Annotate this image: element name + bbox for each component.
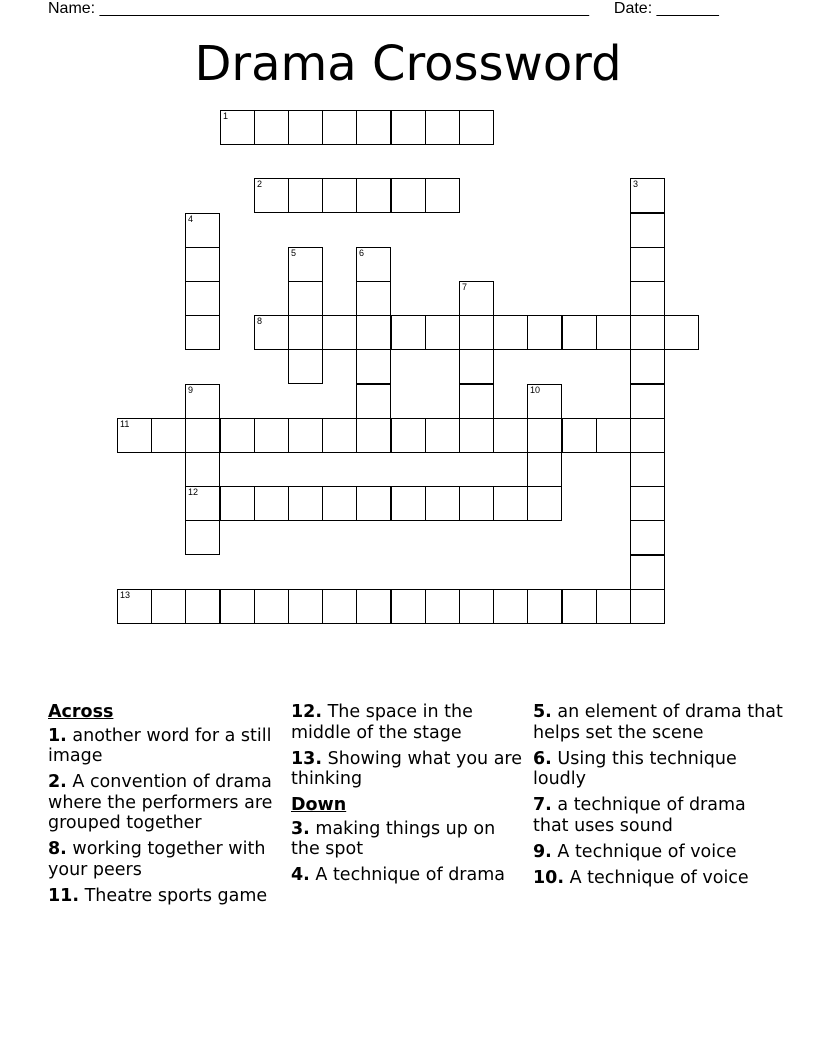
crossword-cell[interactable] bbox=[288, 589, 323, 624]
crossword-cell[interactable] bbox=[185, 315, 220, 350]
clue-text: an element of drama that helps set the scene bbox=[533, 702, 783, 743]
clue-number: 10. bbox=[533, 867, 565, 888]
crossword-cell[interactable] bbox=[356, 589, 391, 624]
crossword-cell[interactable] bbox=[220, 110, 255, 145]
crossword-cell[interactable] bbox=[356, 315, 391, 350]
crossword-cell[interactable] bbox=[356, 384, 391, 419]
crossword-cell[interactable] bbox=[288, 110, 323, 145]
crossword-cell[interactable] bbox=[391, 110, 426, 145]
clue-number: 12. bbox=[291, 702, 323, 722]
crossword-cell[interactable] bbox=[185, 247, 220, 282]
crossword-cell[interactable] bbox=[117, 418, 152, 453]
clue-number: 8. bbox=[48, 839, 67, 859]
crossword-cell[interactable] bbox=[425, 315, 460, 350]
crossword-cell[interactable] bbox=[391, 486, 426, 521]
cell-number: 10 bbox=[530, 385, 541, 395]
crossword-cell[interactable] bbox=[391, 589, 426, 624]
crossword-cell[interactable] bbox=[322, 110, 357, 145]
crossword-cell[interactable] bbox=[185, 281, 220, 316]
clue-item bbox=[533, 702, 783, 743]
page-title: Drama Crossword bbox=[194, 36, 622, 92]
clue-number: 9. bbox=[533, 841, 552, 862]
crossword-cell[interactable] bbox=[356, 418, 391, 453]
clue-number: 3. bbox=[291, 818, 310, 839]
clue-number: 7. bbox=[533, 795, 552, 815]
crossword-cell[interactable] bbox=[630, 520, 665, 555]
down-heading: Down bbox=[291, 795, 347, 815]
crossword-cell[interactable] bbox=[185, 589, 220, 624]
across-heading: Across bbox=[48, 702, 114, 722]
crossword-cell[interactable] bbox=[630, 213, 665, 248]
clue-item bbox=[533, 749, 783, 790]
crossword-cell[interactable] bbox=[356, 349, 391, 384]
clue-number: 5. bbox=[533, 702, 552, 722]
crossword-cell[interactable] bbox=[630, 315, 665, 350]
clue-number: 4. bbox=[291, 865, 310, 885]
crossword-cell[interactable] bbox=[254, 418, 289, 453]
down-clue-list-continued bbox=[533, 702, 783, 888]
crossword-cell[interactable] bbox=[425, 178, 460, 213]
clue-text: a technique of drama that uses sound bbox=[533, 795, 746, 836]
crossword-cell[interactable] bbox=[288, 349, 323, 384]
clue-item bbox=[48, 726, 284, 767]
clue-text: another word for a still image bbox=[48, 725, 272, 766]
clue-item bbox=[48, 772, 284, 834]
crossword-cell[interactable] bbox=[220, 418, 255, 453]
clues-column-1 bbox=[48, 702, 284, 912]
across-clue-list-continued bbox=[291, 702, 523, 790]
cell-number: 6 bbox=[359, 248, 365, 258]
clues-column-3 bbox=[533, 702, 783, 894]
clue-text: A convention of drama where the performers are grouped together bbox=[48, 772, 273, 833]
crossword-cell[interactable] bbox=[630, 384, 665, 419]
crossword-cell[interactable] bbox=[527, 589, 562, 624]
cell-number: 3 bbox=[633, 179, 639, 189]
clue-text: The space in the middle of the stage bbox=[291, 702, 473, 743]
crossword-cell[interactable] bbox=[391, 315, 426, 350]
crossword-cell[interactable] bbox=[459, 418, 494, 453]
cell-number: 4 bbox=[188, 214, 194, 224]
cell-number: 2 bbox=[257, 179, 263, 189]
crossword-cell[interactable] bbox=[493, 486, 528, 521]
crossword-cell[interactable] bbox=[356, 486, 391, 521]
crossword-cell[interactable] bbox=[288, 486, 323, 521]
crossword-cell[interactable] bbox=[459, 110, 494, 145]
clue-item bbox=[533, 795, 783, 836]
crossword-cell[interactable] bbox=[596, 315, 631, 350]
crossword-cell[interactable] bbox=[630, 486, 665, 521]
cell-number: 7 bbox=[462, 282, 468, 292]
crossword-cell[interactable] bbox=[220, 486, 255, 521]
crossword-cell[interactable] bbox=[185, 418, 220, 453]
crossword-cell[interactable] bbox=[527, 452, 562, 487]
crossword-cell[interactable] bbox=[254, 589, 289, 624]
crossword-cell[interactable] bbox=[288, 281, 323, 316]
crossword-cell[interactable] bbox=[391, 178, 426, 213]
clue-text: making things up on the spot bbox=[291, 818, 496, 859]
crossword-cell[interactable] bbox=[630, 589, 665, 624]
cell-number: 1 bbox=[223, 111, 229, 121]
crossword-cell[interactable] bbox=[527, 486, 562, 521]
crossword-cell[interactable] bbox=[630, 247, 665, 282]
clue-item bbox=[48, 886, 284, 907]
clue-item bbox=[291, 819, 523, 860]
crossword-cell[interactable] bbox=[630, 555, 665, 590]
cell-number: 13 bbox=[120, 590, 131, 600]
crossword-cell[interactable] bbox=[664, 315, 699, 350]
crossword-cell[interactable] bbox=[151, 418, 186, 453]
crossword-cell[interactable] bbox=[356, 110, 391, 145]
clue-item bbox=[291, 702, 523, 743]
crossword-cell[interactable] bbox=[117, 589, 152, 624]
crossword-cell[interactable] bbox=[391, 418, 426, 453]
crossword-cell[interactable] bbox=[630, 281, 665, 316]
crossword-cell[interactable] bbox=[254, 110, 289, 145]
clue-item bbox=[533, 842, 783, 863]
clue-number: 11. bbox=[48, 885, 80, 906]
crossword-cell[interactable] bbox=[220, 589, 255, 624]
crossword-cell[interactable] bbox=[185, 384, 220, 419]
clue-text: Using this technique loudly bbox=[533, 748, 737, 789]
date-line[interactable]: _______ bbox=[656, 0, 719, 17]
clue-item bbox=[291, 865, 523, 886]
clue-item bbox=[533, 868, 783, 889]
cell-number: 9 bbox=[188, 385, 194, 395]
date-label: Date: bbox=[613, 0, 653, 17]
crossword-cell[interactable] bbox=[254, 315, 289, 350]
crossword-cell[interactable] bbox=[185, 452, 220, 487]
crossword-cell[interactable] bbox=[493, 418, 528, 453]
crossword-cell[interactable] bbox=[322, 315, 357, 350]
cell-number: 12 bbox=[188, 487, 199, 497]
cell-number: 11 bbox=[120, 419, 130, 429]
crossword-cell[interactable] bbox=[425, 110, 460, 145]
clue-text: A technique of voice bbox=[557, 841, 737, 862]
crossword-cell[interactable] bbox=[151, 589, 186, 624]
across-clue-list bbox=[48, 726, 284, 907]
crossword-cell[interactable] bbox=[185, 486, 220, 521]
crossword-cell[interactable] bbox=[254, 178, 289, 213]
crossword-cell[interactable] bbox=[562, 418, 597, 453]
crossword-cell[interactable] bbox=[322, 486, 357, 521]
crossword-cell[interactable] bbox=[425, 486, 460, 521]
clue-text: working together with your peers bbox=[48, 839, 266, 880]
crossword-cell[interactable] bbox=[459, 486, 494, 521]
cell-number: 5 bbox=[291, 248, 297, 258]
crossword-cell[interactable] bbox=[356, 178, 391, 213]
crossword-cell[interactable] bbox=[185, 520, 220, 555]
down-clue-list bbox=[291, 819, 523, 886]
crossword-cell[interactable] bbox=[527, 418, 562, 453]
crossword-cell[interactable] bbox=[459, 281, 494, 316]
crossword-cell[interactable] bbox=[356, 247, 391, 282]
crossword-cell[interactable] bbox=[425, 418, 460, 453]
crossword-cell[interactable] bbox=[425, 589, 460, 624]
name-label: Name: bbox=[48, 0, 96, 17]
crossword-cell[interactable] bbox=[288, 247, 323, 282]
crossword-cell[interactable] bbox=[630, 452, 665, 487]
clues-column-2 bbox=[291, 702, 523, 891]
crossword-cell[interactable] bbox=[288, 418, 323, 453]
crossword-cell[interactable] bbox=[254, 486, 289, 521]
clue-text: A technique of voice bbox=[569, 867, 749, 888]
crossword-cell[interactable] bbox=[493, 589, 528, 624]
clue-number: 2. bbox=[48, 772, 67, 792]
crossword-cell[interactable] bbox=[630, 178, 665, 213]
crossword-cell[interactable] bbox=[596, 589, 631, 624]
clue-item bbox=[291, 749, 523, 790]
crossword-cell[interactable] bbox=[356, 281, 391, 316]
crossword-cell[interactable] bbox=[493, 315, 528, 350]
clue-text: A technique of drama bbox=[315, 865, 505, 885]
crossword-cell[interactable] bbox=[459, 589, 494, 624]
crossword-cell[interactable] bbox=[459, 384, 494, 419]
crossword-cell[interactable] bbox=[459, 349, 494, 384]
crossword-cell[interactable] bbox=[527, 384, 562, 419]
crossword-cell[interactable] bbox=[459, 315, 494, 350]
crossword-cell[interactable] bbox=[322, 178, 357, 213]
crossword-cell[interactable] bbox=[630, 418, 665, 453]
crossword-cell[interactable] bbox=[527, 315, 562, 350]
crossword-cell[interactable] bbox=[288, 178, 323, 213]
cell-number: 8 bbox=[257, 316, 263, 326]
crossword-cell[interactable] bbox=[322, 418, 357, 453]
clue-text: Theatre sports game bbox=[84, 885, 268, 906]
crossword-cell[interactable] bbox=[562, 315, 597, 350]
clue-item bbox=[48, 839, 284, 880]
clue-number: 6. bbox=[533, 748, 552, 769]
crossword-cell[interactable] bbox=[322, 589, 357, 624]
clue-text: Showing what you are thinking bbox=[291, 748, 523, 789]
crossword-cell[interactable] bbox=[630, 349, 665, 384]
clue-number: 13. bbox=[291, 748, 323, 769]
crossword-cell[interactable] bbox=[596, 418, 631, 453]
name-line[interactable]: _______________________________________________________ bbox=[99, 0, 589, 17]
crossword-cell[interactable] bbox=[562, 589, 597, 624]
clue-number: 1. bbox=[48, 725, 67, 746]
crossword-cell[interactable] bbox=[288, 315, 323, 350]
crossword-cell[interactable] bbox=[185, 213, 220, 248]
